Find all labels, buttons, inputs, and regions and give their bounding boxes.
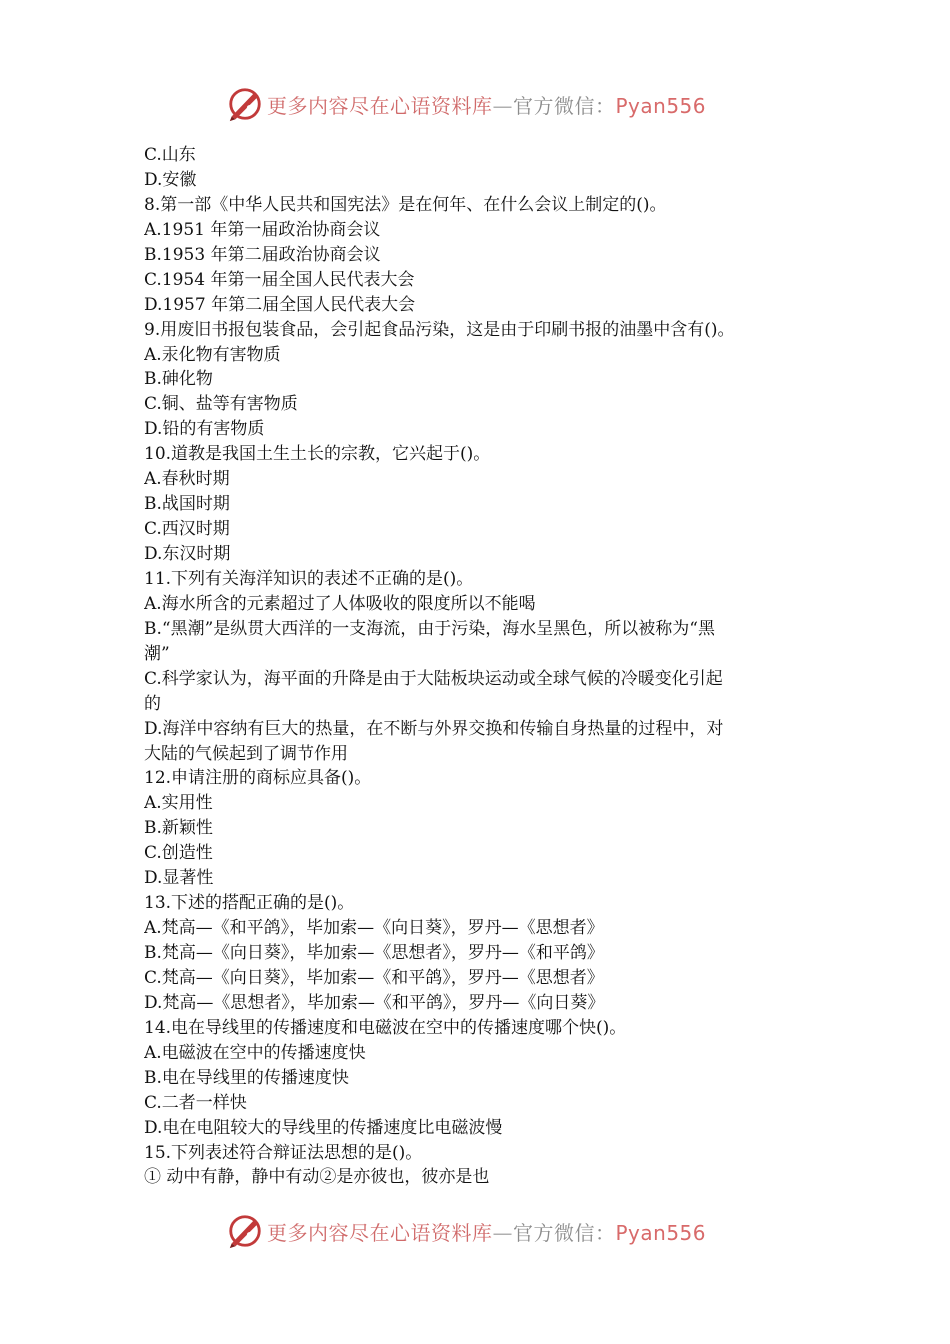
option-line: A.海水所含的元素超过了人体吸收的限度所以不能喝 [144,593,536,614]
option-line: C.铜、盐等有害物质 [144,394,298,415]
option-line: A.春秋时期 [144,469,230,490]
option-line: B.砷化物 [144,369,213,390]
question-line: 8.第一部《中华人民共和国宪法》是在何年、在什么会议上制定的()。 [144,194,667,215]
question-line: 13.下述的搭配正确的是()。 [144,893,355,914]
option-line: A.1951 年第一届政治协商会议 [144,219,381,240]
option-line: B.新颖性 [144,818,213,839]
option-line: D.显著性 [144,868,214,889]
wechat-label: 官方微信： [513,1220,616,1245]
option-line: B.1953 年第二届政治协商会议 [144,244,381,265]
question-line: 11.下列有关海洋知识的表述不正确的是()。 [144,568,474,589]
option-line: C.二者一样快 [144,1092,247,1113]
option-line: D.东汉时期 [144,544,231,564]
brand-text: 更多内容尽在心语资料库 [267,1220,493,1245]
option-line: B.梵高—《向日葵》，毕加索—《思想者》，罗丹—《和平鸽》 [144,943,604,963]
header-banner [0,84,950,124]
wechat-label: 官方微信： [513,93,616,118]
pen-logo-icon [226,85,264,123]
option-line: D.梵高—《思想者》，毕加索—《和平鸽》，罗丹—《向日葵》 [144,992,605,1013]
option-line: A.电磁波在空中的传播速度快 [144,1042,366,1063]
option-line: D.海洋中容纳有巨大的热量，在不断与外界交换和传输自身热量的过程中，对 [144,718,724,739]
option-line: ① 动中有静，静中有动②是亦彼也，彼亦是也 [144,1167,490,1188]
text-line: C.山东 [144,145,196,165]
option-line: C.梵高—《向日葵》，毕加索—《和平鸽》，罗丹—《思想者》 [144,967,604,988]
option-line: D.1957 年第二届全国人民代表大会 [144,294,416,315]
option-line: 大陆的气候起到了调节作用 [144,743,348,764]
option-line: B.电在导线里的传播速度快 [144,1067,349,1088]
question-line: 14.电在导线里的传播速度和电磁波在空中的传播速度哪个快()。 [144,1017,627,1038]
footer-banner [0,1211,950,1251]
option-line: D.电在电阻较大的导线里的传播速度比电磁波慢 [144,1117,503,1138]
brand-dash: — [492,93,513,118]
question-line: 15.下列表述符合辩证法思想的是()。 [144,1142,423,1163]
option-line: D.铅的有害物质 [144,419,265,440]
option-line: C.1954 年第一届全国人民代表大会 [144,269,415,290]
wechat-id: Pyan556 [615,93,707,118]
brand-line [267,1217,706,1246]
option-line: C.科学家认为，海平面的升降是由于大陆板块运动或全球气候的冷暖变化引起 [144,668,723,689]
question-line: 10.道教是我国土生土长的宗教，它兴起于()。 [144,444,491,465]
option-line: A.实用性 [144,793,213,814]
option-line: 潮” [144,643,170,664]
question-list [144,143,810,1190]
question-line: 9.用废旧书报包装食品，会引起食品污染，这是由于印刷书报的油墨中含有()。 [144,319,735,340]
option-line: 的 [144,693,161,714]
text-line: D.安徽 [144,169,197,190]
option-line: C.西汉时期 [144,519,230,540]
wechat-id: Pyan556 [615,1220,707,1245]
option-line: A.梵高—《和平鸽》，毕加索—《向日葵》，罗丹—《思想者》 [144,918,604,939]
option-line: B.“黑潮”是纵贯大西洋的一支海流，由于污染，海水呈黑色，所以被称为“黑 [144,618,715,639]
option-line: C.创造性 [144,843,213,864]
option-line: B.战国时期 [144,494,230,515]
brand-text: 更多内容尽在心语资料库 [267,93,493,118]
option-line: A.汞化物有害物质 [144,344,281,365]
brand-line [267,90,706,119]
pen-logo-icon [226,1212,264,1250]
brand-dash: — [492,1220,513,1245]
question-line: 12.申请注册的商标应具备()。 [144,768,372,789]
